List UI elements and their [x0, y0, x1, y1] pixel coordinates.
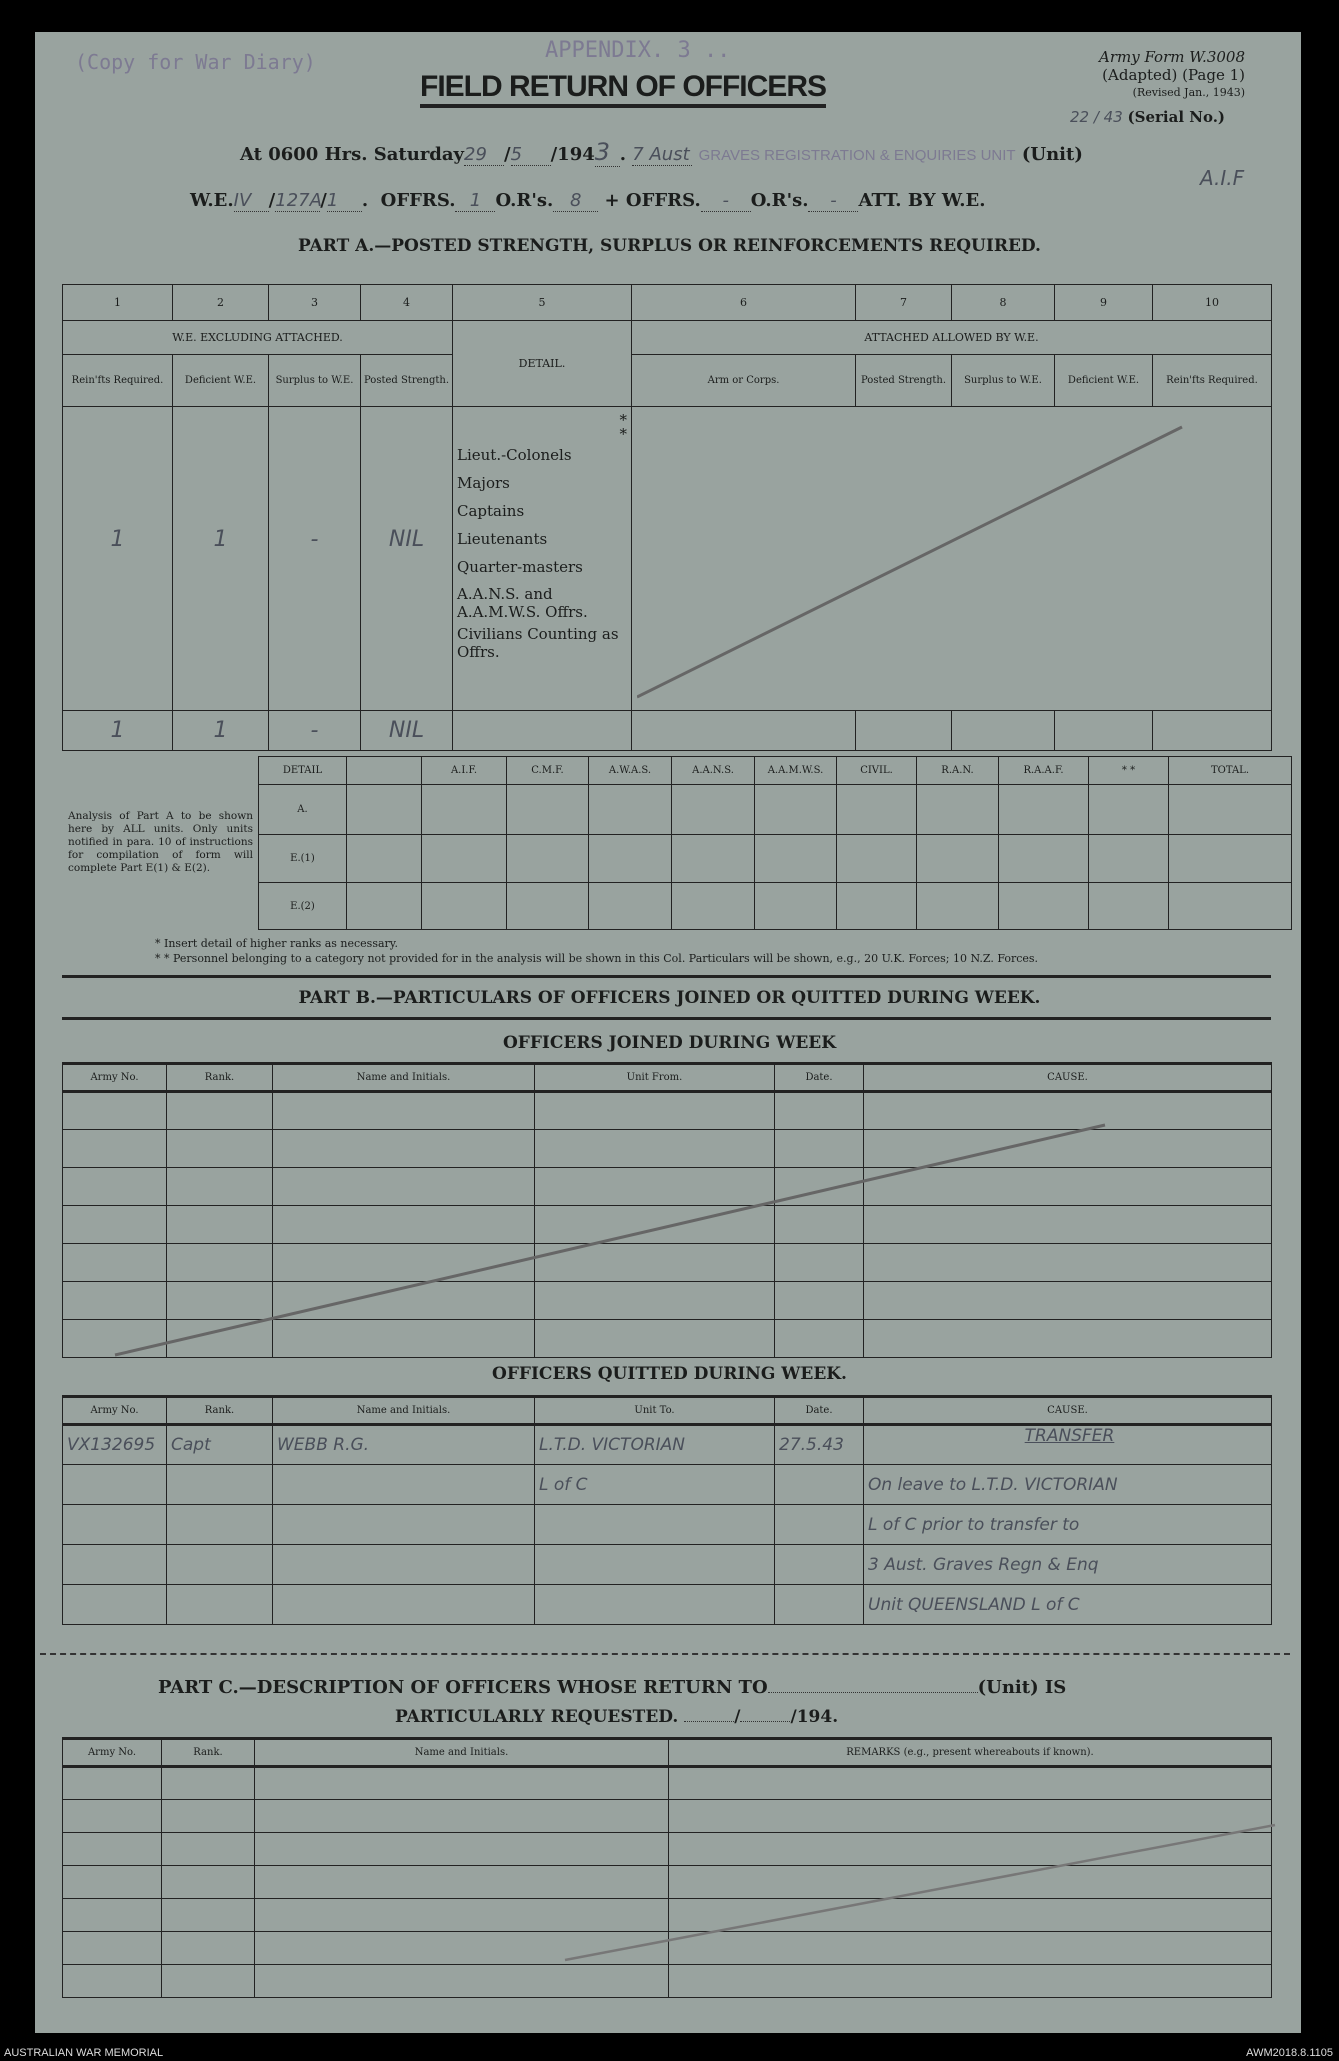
analysis-row-label: E.(2) — [259, 883, 347, 930]
attached-header: ATTACHED ALLOWED BY W.E. — [632, 321, 1272, 355]
analysis-cell[interactable] — [837, 883, 917, 930]
column-header: Rank. — [167, 1064, 273, 1092]
table-cell[interactable] — [775, 1545, 864, 1585]
column-header: Date. — [775, 1397, 864, 1425]
analysis-cell[interactable] — [422, 785, 507, 835]
column-header: Name and Initials. — [273, 1064, 535, 1092]
total-cell[interactable] — [856, 711, 952, 751]
table-cell[interactable] — [273, 1545, 535, 1585]
table-row — [63, 1465, 1272, 1505]
column-header: Army No. — [63, 1064, 167, 1092]
table-cell[interactable] — [167, 1545, 273, 1585]
column-header: Rein'fts Required. — [1153, 355, 1272, 407]
month-field[interactable]: 5 — [511, 144, 551, 166]
analysis-cell[interactable] — [672, 835, 755, 883]
captains-value[interactable]: 1 — [213, 527, 228, 552]
part-c-day[interactable] — [684, 1721, 734, 1722]
analysis-cell[interactable] — [917, 883, 999, 930]
column-header: Deficient W.E. — [1055, 355, 1153, 407]
unit-label: (Unit) — [1021, 144, 1083, 165]
table-cell[interactable] — [273, 1505, 535, 1545]
copy-note: (Copy for War Diary) — [75, 50, 316, 74]
offrs-att-label: OFFRS. — [625, 190, 701, 211]
table-cell[interactable] — [63, 1833, 162, 1866]
analysis-table — [258, 756, 1292, 930]
analysis-cell[interactable] — [507, 835, 589, 883]
table-cell[interactable] — [162, 1833, 255, 1866]
table-cell[interactable]: L of C — [535, 1465, 775, 1505]
column-number: 9 — [1055, 285, 1153, 321]
analysis-cell[interactable] — [507, 785, 589, 835]
analysis-cell[interactable] — [347, 835, 422, 883]
analysis-cell[interactable] — [1169, 785, 1292, 835]
part-c-year: /194 — [790, 1707, 833, 1727]
analysis-cell[interactable] — [999, 835, 1089, 883]
army-form: Army Form W.3008 — [1099, 48, 1245, 66]
offrs-field[interactable]: 1 — [455, 190, 495, 212]
part-a-table — [62, 284, 1272, 751]
footnote-2: * * Personnel belonging to a category not provided for in the analysis will be shown in this Col. Particulars will be shown, e.g., 20 U.K. Forces; 10 N.Z. Forces. — [155, 952, 1039, 965]
analysis-cell[interactable] — [589, 835, 672, 883]
column-header: Rank. — [167, 1397, 273, 1425]
column-header: Rein'fts Required. — [63, 355, 173, 407]
analysis-cell[interactable] — [755, 883, 837, 930]
table-cell[interactable]: On leave to L.T.D. VICTORIAN — [864, 1465, 1272, 1505]
table-cell[interactable] — [775, 1465, 864, 1505]
strike-line — [637, 407, 1187, 707]
quitted-title: OFFICERS QUITTED DURING WEEK. — [492, 1364, 847, 1384]
total-value[interactable]: 1 — [173, 711, 269, 751]
analysis-header: A.A.M.W.S. — [755, 757, 837, 785]
captains-value[interactable]: - — [310, 527, 319, 552]
adapted: (Adapted) (Page 1) — [1102, 66, 1245, 84]
column-number: 1 — [63, 285, 173, 321]
analysis-cell[interactable] — [672, 883, 755, 930]
column-number: 8 — [952, 285, 1055, 321]
column-header: Surplus to W.E. — [269, 355, 361, 407]
table-cell[interactable] — [167, 1505, 273, 1545]
column-header: Rank. — [162, 1739, 255, 1767]
analysis-row-label: A. — [259, 785, 347, 835]
table-cell[interactable] — [63, 1585, 167, 1625]
table-cell[interactable]: WEBB R.G. — [273, 1425, 535, 1465]
rank-label: A.A.N.S. and A.A.M.W.S. Offrs. — [457, 585, 588, 621]
table-row — [63, 1425, 1272, 1465]
table-cell[interactable] — [775, 1585, 864, 1625]
part-c-unit-field[interactable] — [768, 1692, 978, 1693]
table-cell[interactable] — [63, 1767, 162, 1800]
analysis-header: A.A.N.S. — [672, 757, 755, 785]
total-cell[interactable] — [952, 711, 1055, 751]
column-header: Unit From. — [535, 1064, 775, 1092]
table-row — [63, 1585, 1272, 1625]
analysis-header: R.A.A.F. — [999, 757, 1089, 785]
table-cell[interactable] — [167, 1585, 273, 1625]
total-value[interactable]: - — [269, 711, 361, 751]
we-field-2[interactable]: 127A — [275, 190, 322, 211]
total-cell[interactable] — [1153, 711, 1272, 751]
analysis-header: A.W.A.S. — [589, 757, 672, 785]
table-cell[interactable] — [63, 1465, 167, 1505]
ors-att-field[interactable]: - — [808, 190, 858, 212]
analysis-cell[interactable] — [999, 785, 1089, 835]
analysis-cell[interactable] — [1089, 835, 1169, 883]
table-cell[interactable] — [63, 1800, 162, 1833]
column-header: Name and Initials. — [255, 1739, 669, 1767]
table-cell[interactable]: VX132695 — [63, 1425, 167, 1465]
captains-value[interactable]: NIL — [388, 527, 425, 552]
table-cell[interactable] — [775, 1505, 864, 1545]
rank-label: * — [619, 425, 627, 443]
column-header: Surplus to W.E. — [952, 355, 1055, 407]
rank-label: * — [619, 411, 627, 429]
joined-title: OFFICERS JOINED DURING WEEK — [502, 1033, 837, 1053]
total-cell[interactable] — [632, 711, 856, 751]
table-cell[interactable] — [669, 1767, 1272, 1800]
analysis-header: C.M.F. — [507, 757, 589, 785]
ors-att-label: O.R's. — [750, 190, 809, 211]
column-number: 10 — [1153, 285, 1272, 321]
column-number: 7 — [856, 285, 952, 321]
table-cell[interactable] — [63, 1932, 162, 1965]
table-cell[interactable] — [167, 1465, 273, 1505]
table-cell[interactable] — [63, 1866, 162, 1899]
table-cell[interactable] — [273, 1585, 535, 1625]
total-value[interactable]: 1 — [63, 711, 173, 751]
analysis-cell[interactable] — [672, 785, 755, 835]
table-cell[interactable] — [255, 1767, 669, 1800]
rank-label: Quarter-masters — [457, 558, 583, 576]
quitted-table — [62, 1395, 1272, 1625]
column-number: 2 — [173, 285, 269, 321]
part-b-heading: PART B.—PARTICULARS OF OFFICERS JOINED OR QUITTED DURING WEEK. — [298, 988, 1041, 1008]
analysis-row-label: E.(1) — [259, 835, 347, 883]
column-header: CAUSE. — [864, 1064, 1272, 1092]
table-cell[interactable]: L of C prior to transfer to — [864, 1505, 1272, 1545]
analysis-header: TOTAL. — [1169, 757, 1292, 785]
form-title: FIELD RETURN OF OFFICERS — [420, 70, 826, 108]
column-header: REMARKS (e.g., present whereabouts if known). — [669, 1739, 1272, 1767]
table-cell[interactable] — [63, 1965, 162, 1998]
table-cell[interactable] — [162, 1932, 255, 1965]
part-a-heading: PART A.—POSTED STRENGTH, SURPLUS OR REINFORCEMENTS REQUIRED. — [298, 236, 1041, 256]
offrs-att-field[interactable]: - — [701, 190, 751, 212]
revised: (Revised Jan., 1943) — [1132, 86, 1245, 99]
table-row — [63, 1767, 1272, 1800]
we-label: W.E. — [190, 190, 234, 211]
we-excluding-header: W.E. EXCLUDING ATTACHED. — [63, 321, 453, 355]
part-c-subheading: PARTICULARLY REQUESTED. — [395, 1707, 679, 1727]
analysis-cell[interactable] — [1089, 883, 1169, 930]
unit-stamp: GRAVES REGISTRATION & ENQUIRIES UNIT — [698, 147, 1016, 164]
total-value[interactable]: NIL — [361, 711, 453, 751]
total-cell[interactable] — [453, 711, 632, 751]
analysis-cell[interactable] — [837, 785, 917, 835]
table-cell[interactable] — [63, 1505, 167, 1545]
column-header: Deficient W.E. — [173, 355, 269, 407]
day-field[interactable]: 29 — [464, 144, 504, 166]
column-header: CAUSE. — [864, 1397, 1272, 1425]
column-header: Posted Strength. — [361, 355, 453, 407]
column-number: 3 — [269, 285, 361, 321]
analysis-cell[interactable] — [755, 835, 837, 883]
analysis-cell[interactable] — [999, 883, 1089, 930]
table-cell[interactable] — [162, 1767, 255, 1800]
table-cell[interactable]: Unit QUEENSLAND L of C — [864, 1585, 1272, 1625]
column-number: 5 — [453, 285, 632, 321]
analysis-header — [347, 757, 422, 785]
unit-field[interactable]: 7 Aust — [632, 144, 692, 166]
analysis-header: A.I.F. — [422, 757, 507, 785]
footer-credit: AUSTRALIAN WAR MEMORIAL — [4, 2047, 164, 2059]
plus-sign: + — [604, 190, 620, 211]
part-c-month[interactable] — [740, 1721, 790, 1722]
footer-id: AWM2018.8.1105 — [1246, 2047, 1333, 2059]
analysis-cell[interactable] — [1169, 835, 1292, 883]
offrs-label: OFFRS. — [380, 190, 456, 211]
appendix-stamp: APPENDIX. 3 .. — [545, 38, 731, 63]
serial-label: (Serial No.) — [1127, 108, 1226, 126]
joined-strike-line — [110, 1120, 1110, 1360]
analysis-cell[interactable] — [589, 785, 672, 835]
analysis-cell[interactable] — [1169, 883, 1292, 930]
table-cell[interactable]: TRANSFER — [864, 1425, 1272, 1465]
table-cell[interactable] — [273, 1465, 535, 1505]
table-cell[interactable]: 27.5.43 — [775, 1425, 864, 1465]
column-header: Name and Initials. — [273, 1397, 535, 1425]
att-label: ATT. BY W.E. — [858, 190, 986, 211]
detail-header: DETAIL. — [453, 321, 632, 407]
analysis-cell[interactable] — [507, 883, 589, 930]
analysis-cell[interactable] — [917, 785, 999, 835]
rank-label: Lieut.-Colonels — [457, 446, 572, 464]
rank-label: Captains — [457, 502, 525, 520]
analysis-cell[interactable] — [422, 835, 507, 883]
table-cell[interactable]: L.T.D. VICTORIAN — [535, 1425, 775, 1465]
table-cell[interactable] — [535, 1505, 775, 1545]
table-cell[interactable] — [162, 1800, 255, 1833]
analysis-cell[interactable] — [347, 785, 422, 835]
table-row — [63, 1505, 1272, 1545]
table-cell[interactable] — [535, 1585, 775, 1625]
part-c-strike-line — [560, 1820, 1280, 1970]
year-prefix: /194 — [550, 144, 595, 165]
footnote-1: * Insert detail of higher ranks as necessary. — [155, 937, 399, 950]
column-number: 6 — [632, 285, 856, 321]
analysis-cell[interactable] — [755, 785, 837, 835]
column-header: Date. — [775, 1064, 864, 1092]
analysis-header: * * — [1089, 757, 1169, 785]
captains-value[interactable]: 1 — [110, 527, 125, 552]
analysis-note: Analysis of Part A to be shown here by ALL units. Only units notified in para. 10 of instructions for compilation of form will complete Part E(1) & E(2). — [68, 810, 253, 874]
analysis-cell[interactable] — [347, 883, 422, 930]
analysis-cell[interactable] — [422, 883, 507, 930]
table-cell[interactable]: 3 Aust. Graves Regn & Enq — [864, 1545, 1272, 1585]
analysis-header: DETAIL — [259, 757, 347, 785]
table-cell[interactable] — [162, 1866, 255, 1899]
analysis-cell[interactable] — [589, 883, 672, 930]
analysis-cell[interactable] — [1089, 785, 1169, 835]
analysis-header: R.A.N. — [917, 757, 999, 785]
part-c-unit-label: (Unit) IS — [977, 1677, 1067, 1698]
column-header: Posted Strength. — [856, 355, 952, 407]
rank-label: Civilians Counting as Offrs. — [457, 625, 619, 661]
we-field-1[interactable]: IV — [234, 190, 269, 212]
column-header: Arm or Corps. — [632, 355, 856, 407]
table-cell[interactable] — [535, 1545, 775, 1585]
ors-label: O.R's. — [495, 190, 554, 211]
analysis-cell[interactable] — [837, 835, 917, 883]
table-cell[interactable]: Capt — [167, 1425, 273, 1465]
time-label: At 0600 Hrs. Saturday — [240, 144, 465, 165]
rank-label: Majors — [457, 474, 510, 492]
column-header: Unit To. — [535, 1397, 775, 1425]
column-number: 4 — [361, 285, 453, 321]
ors-field[interactable]: 8 — [553, 190, 598, 212]
year-field[interactable]: 3 — [595, 138, 620, 167]
analysis-header: CIVIL. — [837, 757, 917, 785]
total-cell[interactable] — [1055, 711, 1153, 751]
we-field-3[interactable]: 1 — [327, 190, 362, 212]
analysis-cell[interactable] — [917, 835, 999, 883]
table-row — [63, 1545, 1272, 1585]
table-cell[interactable] — [63, 1899, 162, 1932]
table-cell[interactable] — [162, 1899, 255, 1932]
rank-label: Lieutenants — [457, 530, 548, 548]
table-cell[interactable] — [162, 1965, 255, 1998]
column-header: Army No. — [63, 1397, 167, 1425]
aif-note: A.I.F — [1200, 166, 1245, 190]
table-cell[interactable] — [63, 1545, 167, 1585]
column-header: Army No. — [63, 1739, 162, 1767]
part-c-heading: PART C.—DESCRIPTION OF OFFICERS WHOSE RETURN TO — [158, 1677, 768, 1698]
serial-value: 22 / 43 — [1070, 108, 1123, 126]
